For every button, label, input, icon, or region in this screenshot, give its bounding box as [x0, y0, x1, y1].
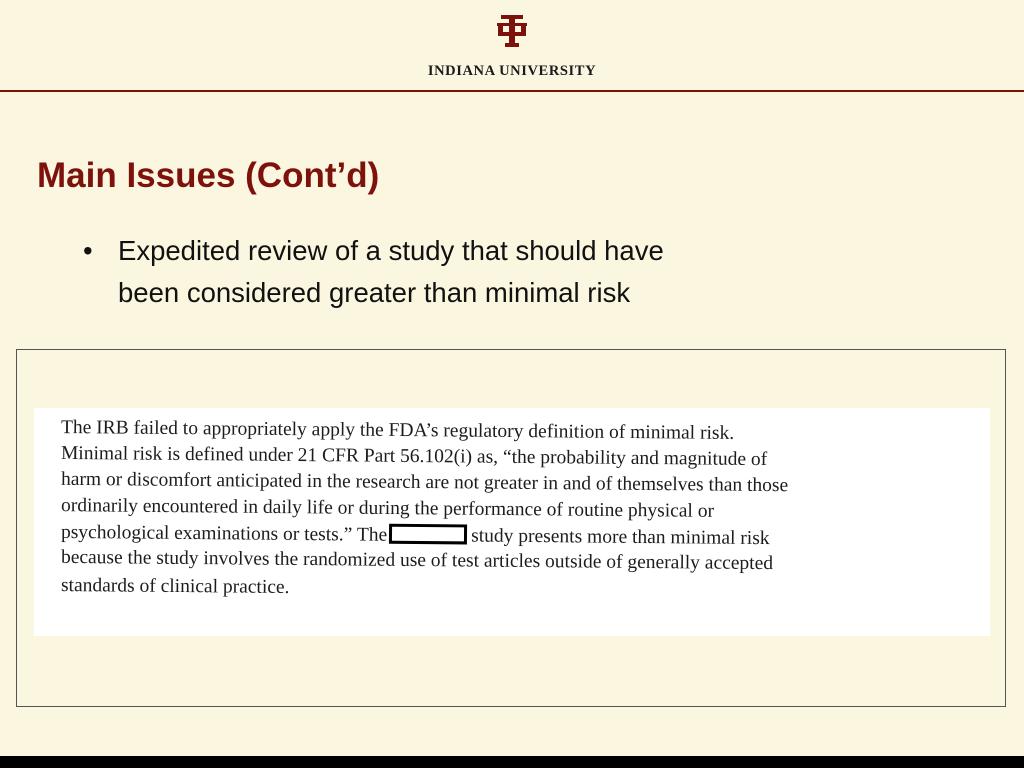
bullet-list — [83, 230, 823, 314]
university-name: INDIANA UNIVERSITY — [427, 63, 597, 79]
slide-title: Main Issues (Cont’d) — [37, 156, 380, 195]
redaction-box — [389, 524, 467, 545]
excerpt-line — [61, 521, 770, 550]
bullet-text-line: Expedited review of a study that should have — [118, 235, 664, 266]
header-divider — [0, 90, 1024, 92]
bullet-item — [83, 230, 823, 314]
bullet-marker: • — [83, 235, 93, 266]
footer-bar — [0, 756, 1024, 768]
excerpt-line: Minimal risk is defined under 21 CFR Part 56.102(i) as, “the probability and magnitude of — [60, 442, 768, 471]
excerpt-line: because the study involves the randomized use of test articles outside of generally accepted — [60, 546, 774, 575]
excerpt-line: standards of clinical practice. — [60, 575, 290, 598]
scanned-excerpt — [34, 408, 990, 636]
iu-trident-icon — [497, 15, 527, 49]
bullet-text-line: been considered greater than minimal risk — [118, 277, 631, 308]
header — [0, 0, 1024, 90]
excerpt-line: harm or discomfort anticipated in the research are not greater in and of themselves than those — [60, 468, 789, 497]
excerpt-text: psychological examinations or tests.” The — [60, 521, 388, 546]
redaction-slot — [387, 524, 471, 545]
excerpt-text: study presents more than minimal risk — [471, 525, 770, 550]
excerpt-line: The IRB failed to appropriately apply the FDA’s regulatory definition of minimal risk. — [60, 417, 735, 444]
excerpt-line: ordinarily encountered in daily life or during the performance of routine physical or — [60, 495, 715, 522]
